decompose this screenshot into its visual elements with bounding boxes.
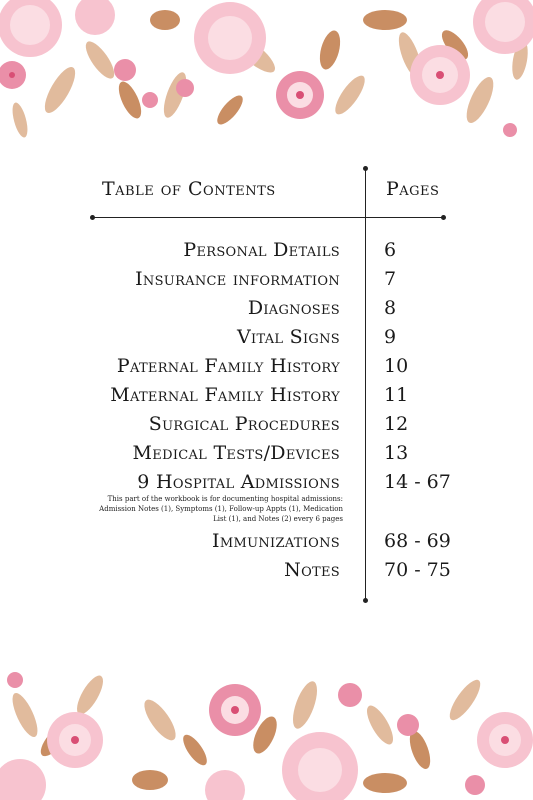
toc-entry-maternal-family-history: Maternal Family History — [110, 384, 340, 406]
toc-heading: Table of Contents — [102, 178, 276, 200]
toc-entry-diagnoses: Diagnoses — [247, 297, 340, 319]
toc-entry-immunizations: Immunizations — [212, 530, 340, 552]
pages-heading: Pages — [386, 178, 440, 200]
bottom-floral-border — [0, 665, 533, 800]
toc-entry-paternal-family-history: Paternal Family History — [116, 355, 340, 377]
column-divider-line — [365, 168, 366, 601]
toc-entry-personal-details: Personal Details — [183, 239, 340, 261]
toc-page-maternal-family-history: 11 — [384, 384, 409, 406]
toc-page-notes: 70 - 75 — [384, 559, 451, 581]
toc-page-paternal-family-history: 10 — [384, 355, 409, 377]
toc-page-personal-details: 6 — [384, 239, 397, 261]
hospital-admissions-note: This part of the workbook is for documenting hospital admissions: Admission Notes (1), Symptoms (1), Follow-up Appts (1), Medication List (1), and Notes (2) every 6 pages — [99, 495, 343, 523]
toc-page-insurance-information: 7 — [384, 268, 397, 290]
toc-page-surgical-procedures: 12 — [384, 413, 409, 435]
top-floral-border — [0, 0, 533, 145]
toc-page-immunizations: 68 - 69 — [384, 530, 451, 552]
toc-entry-medical-tests-devices: Medical Tests/Devices — [132, 442, 340, 464]
toc-page-medical-tests-devices: 13 — [384, 442, 409, 464]
toc-entry-notes: Notes — [284, 559, 340, 581]
toc-entry-insurance-information: Insurance information — [135, 268, 340, 290]
header-divider-line — [92, 217, 444, 218]
toc-page-vital-signs: 9 — [384, 326, 397, 348]
toc-entry-vital-signs: Vital Signs — [237, 326, 340, 348]
toc-page-hospital-admissions: 14 - 67 — [384, 471, 451, 493]
toc-page-diagnoses: 8 — [384, 297, 397, 319]
toc-entry-surgical-procedures: Surgical Procedures — [148, 413, 340, 435]
toc-entry-hospital-admissions: 9 Hospital Admissions — [137, 471, 340, 493]
